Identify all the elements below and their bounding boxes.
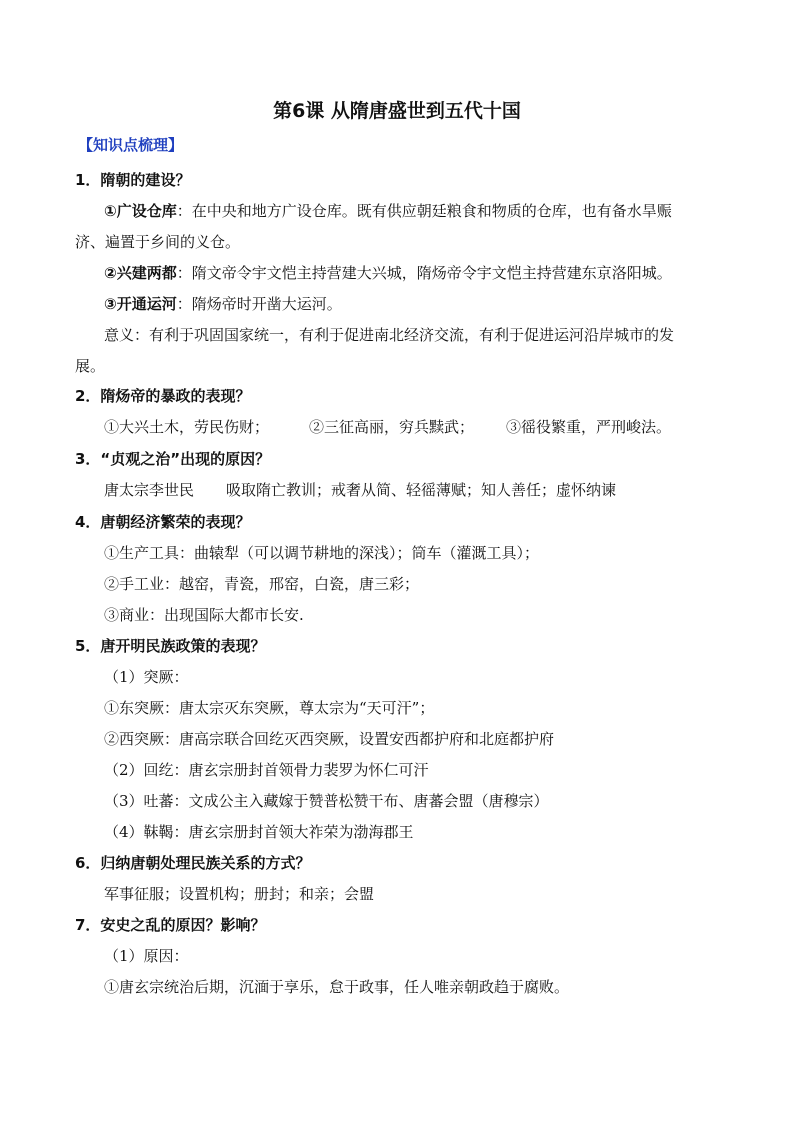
s4-line-1: ①生产工具：曲辕犁（可以调节耕地的深浅）；筒车（灌溉工具）；: [104, 544, 540, 562]
s7-line-1: （1）原因：: [104, 947, 189, 965]
s1-point-1-cont: 济、遍置于乡间的义仓。: [75, 233, 241, 251]
s1-point-3-label: ③开通运河: [104, 295, 177, 313]
s7-line-2: ①唐玄宗统治后期，沉湎于享乐，怠于政事，任人唯亲朝政趋于腐败。: [104, 978, 570, 996]
s5-line-3: ②西突厥：唐高宗联合回纥灭西突厥，设置安西都护府和北庭都护府: [104, 730, 555, 748]
s1-point-1-text: ：在中央和地方广设仓库。既有供应朝廷粮食和物质的仓库，也有备水旱赈: [176, 202, 672, 220]
s5-line-4: （2）回纥：唐玄宗册封首领骨力裴罗为怀仁可汗: [104, 761, 429, 779]
section-4-heading: 4．唐朝经济繁荣的表现？: [75, 513, 251, 531]
s5-line-5: （3）吐蕃：文成公主入藏嫁于赞普松赞干布、唐蕃会盟（唐穆宗）: [104, 792, 549, 810]
s2-item-b: ②三征高丽，穷兵黩武；: [309, 418, 475, 436]
s5-line-1: （1）突厥：: [104, 668, 189, 686]
s1-meaning: 意义：有利于巩固国家统一，有利于促进南北经济交流，有利于促进运河沿岸城市的发: [104, 326, 675, 344]
s3-line: [104, 480, 616, 500]
s3-who: 唐太宗李世民: [104, 481, 195, 499]
s5-line-6: （4）靺鞨：唐玄宗册封首领大祚荣为渤海郡王: [104, 823, 414, 841]
s6-line-1: 军事征服；设置机构；册封；和亲；会盟: [104, 885, 375, 903]
section-5-heading: 5．唐开明民族政策的表现？: [75, 637, 266, 655]
s1-point-1-label: ①广设仓库: [104, 202, 177, 220]
s2-item-c: ③徭役繁重，严刑峻法。: [506, 418, 672, 436]
s1-point-3: [104, 294, 342, 314]
section-6-heading: 6．归纳唐朝处理民族关系的方式？: [75, 854, 311, 872]
section-1-heading: 1．隋朝的建设？: [75, 171, 191, 189]
s1-point-3-text: ：隋炀帝时开凿大运河。: [176, 295, 342, 313]
section-3-heading: 3．“贞观之治”出现的原因？: [75, 450, 271, 468]
knowledge-header: 【知识点梳理】: [78, 136, 184, 154]
s1-point-2: [104, 263, 672, 283]
s1-point-2-label: ②兴建两都: [104, 264, 177, 282]
s1-meaning-cont: 展。: [75, 357, 106, 375]
section-7-heading: 7．安史之乱的原因？影响？: [75, 916, 266, 934]
section-2-heading: 2．隋炀帝的暴政的表现？: [75, 387, 251, 405]
page-title: 第6课 从隋唐盛世到五代十国: [273, 100, 521, 122]
s2-items: [104, 417, 671, 437]
s1-point-1: [104, 201, 672, 221]
s5-line-2: ①东突厥：唐太宗灭东突厥，尊太宗为“天可汗”；: [104, 699, 435, 717]
s2-item-a: ①大兴土木，劳民伤财；: [104, 418, 270, 436]
s4-line-2: ②手工业：越窑，青瓷，邢窑，白瓷，唐三彩；: [104, 575, 420, 593]
s4-line-3: ③商业：出现国际大都市长安.: [104, 606, 304, 624]
s3-reasons: 吸取隋亡教训；戒奢从简、轻徭薄赋；知人善任；虚怀纳谏: [226, 481, 617, 499]
s1-point-2-text: ：隋文帝令宇文恺主持营建大兴城，隋炀帝令宇文恺主持营建东京洛阳城。: [176, 264, 672, 282]
